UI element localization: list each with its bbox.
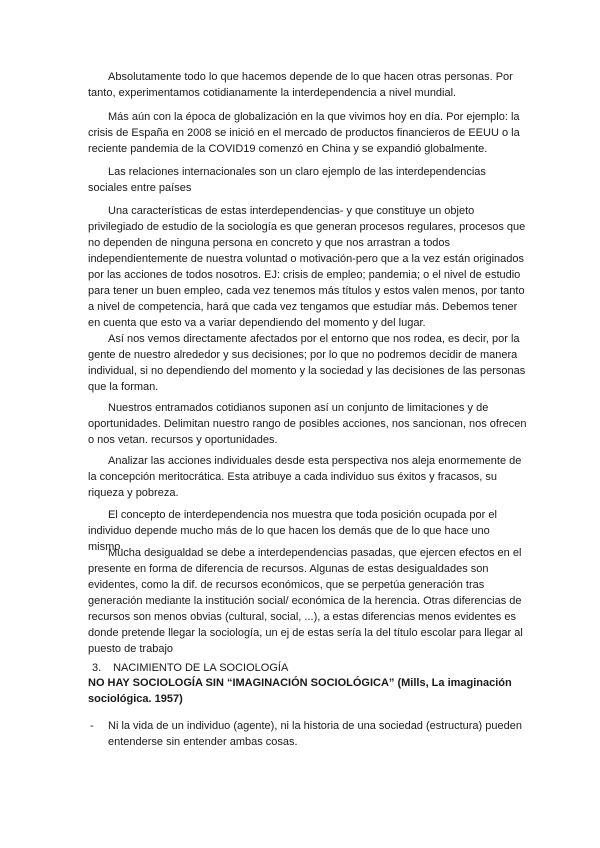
paragraph-6: Nuestros entramados cotidianos suponen así un conjunto de limitaciones y de oportunidades. Delimitan nuestro rango de posibles acciones, nos sancionan, nos ofrecen o nos vetan. recursos y oportunidades. (88, 402, 527, 446)
paragraph-3: Las relaciones internacionales son un claro ejemplo de las interdependencias sociales entre países (88, 166, 486, 194)
section-heading (92, 660, 532, 676)
section-number: 3. (92, 662, 102, 674)
paragraph-5: Así nos vemos directamente afectados por el entorno que nos rodea, es decir, por la gente de nuestro alrededor y sus decisiones; por lo que no podremos decidir de manera individual, si no dependiendo del momento y la sociedad y las decisiones de las personas que la forman. (88, 333, 526, 393)
bullet-text: Ni la vida de un individuo (agente), ni la historia de una sociedad (estructura) pueden entenderse sin entender ambas cosas. (108, 720, 522, 748)
paragraph-1: Absolutamente todo lo que hacemos depende de lo que hacen otras personas. Por tanto, experimentamos cotidianamente la interdependencia a nivel mundial. (88, 71, 513, 99)
bold-heading: NO HAY SOCIOLOGÍA SIN “IMAGINACIÓN SOCIOLÓGICA” (Mills, La imaginación sociológica. 1957) (88, 677, 512, 705)
paragraph-2: Más aún con la época de globalización en la que vivimos hoy en día. Por ejemplo: la crisis de España en 2008 se inició en el mercado de productos financieros de EEUU o la reciente pandemia de la COVID19 comenzó en China y se expandió globalmente. (88, 111, 520, 155)
paragraph-7: Analizar las acciones individuales desde esta perspectiva nos aleja enormemente de la concepción meritocrática. Esta atribuye a cada individuo sus éxitos y fracasos, su riqueza y pobreza. (88, 455, 522, 499)
bullet-marker: - (90, 720, 94, 732)
section-title: NACIMIENTO DE LA SOCIOLOGÍA (113, 662, 289, 674)
paragraph-8: El concepto de interdependencia nos muestra que toda posición ocupada por el individuo depende mucho más de lo que hacen los demás que de lo que hace uno mismo. (88, 509, 497, 553)
list-item (88, 718, 528, 750)
paragraph-4: Una características de estas interdependencias- y que constituye un objeto privilegiado de estudio de la sociología es que generan procesos regulares, procesos que no dependen de ninguna persona en concreto y que nos arrastran a todos independientemente de nuestra voluntad o motivación-pero que a la vez están originados por las acciones de todos nosotros. EJ: crisis de empleo; pandemia; o el nivel de estudio para tener un buen empleo, cada vez tenemos más títulos y estos valen menos, por tanto a nivel de competencia, hará que cada vez tengamos que estudiar más. Debemos tener en cuenta que esto va a variar dependiendo del momento y del lugar. (88, 205, 526, 329)
paragraph-9: Mucha desigualdad se debe a interdependencias pasadas, que ejercen efectos en el presente en forma de diferencia de recursos. Algunas de estas desigualdades son evidentes, como la dif. de recursos económicos, que se perpetúa generación tras generación mediante la institución social/ económica de la herencia. Otras diferencias de recursos son menos obvias (cultural, social, ...), a estas diferencias menos evidentes es donde pretende llegar la sociología, un ej de estas sería la del título escolar para llegar al puesto de trabajo (88, 547, 523, 655)
